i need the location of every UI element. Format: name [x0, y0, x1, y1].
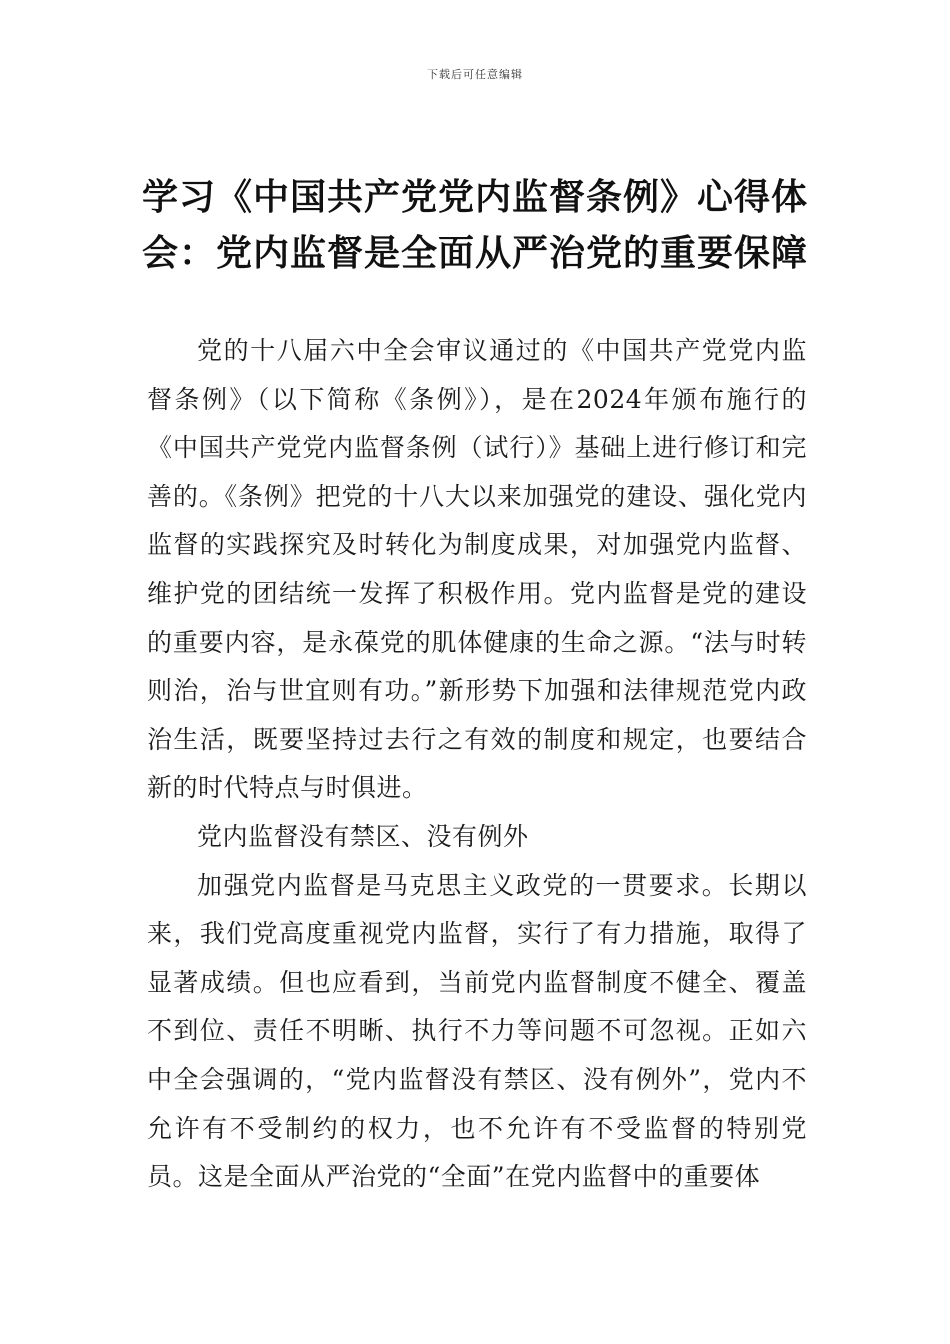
body-paragraph: 党的十八届六中全会审议通过的《中国共产党党内监督条例》（以下简称《条例》），是在2024年颁布施行的《中国共产党党内监督条例（试行）》基础上进行修订和完善的。《条例》把党的十八大以来加强党的建设、强化党内监督的实践探究及时转化为制度成果，对加强党内监督、维护党的团结统一发挥了积极作用。党内监督是党的建设的重要内容，是永葆党的肌体健康的生命之源。“法与时转则治，治与世宜则有功。”新形势下加强和法律规范党内政治生活，既要坚持过去行之有效的制度和规定，也要结合新的时代特点与时俱进。 — [147, 336, 807, 803]
body-paragraph: 加强党内监督是马克思主义政党的一贯要求。长期以来，我们党高度重视党内监督，实行了有力措施，取得了显著成绩。但也应看到，当前党内监督制度不健全、覆盖不到位、责任不明晰、执行不力等问题不可忽视。正如六中全会强调的，“党内监督没有禁区、没有例外”，党内不允许有不受制约的权力，也不允许有不受监督的特别党员。这是全面从严治党的“全面”在党内监督中的重要体 — [147, 870, 807, 1192]
document-title: 学习《中国共产党党内监督条例》心得体会：党内监督是全面从严治党的重要保障 — [141, 177, 808, 274]
section-subheading: 党内监督没有禁区、没有例外 — [197, 821, 529, 851]
document-body — [147, 327, 807, 1202]
page-header-note: 下载后可任意编辑 — [427, 68, 523, 81]
